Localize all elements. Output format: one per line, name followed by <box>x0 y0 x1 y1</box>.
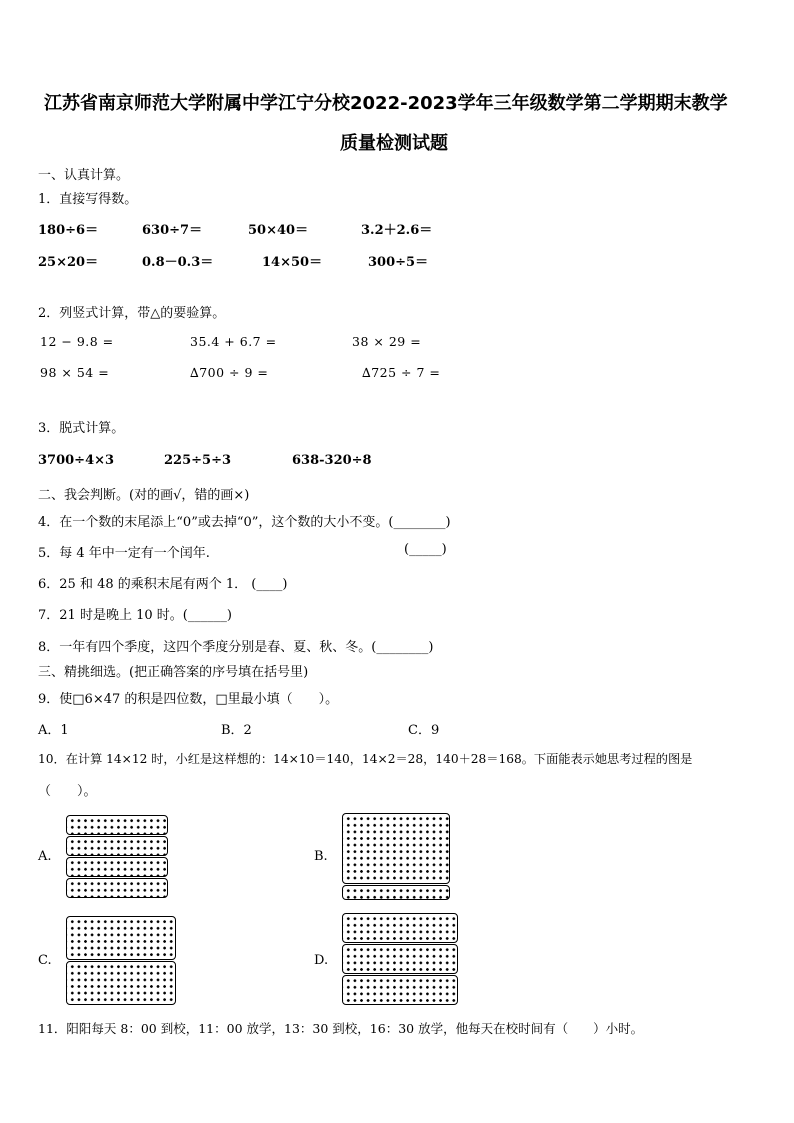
q2-calc-3: 38 × 29 = <box>352 334 422 349</box>
q1-calc-5: 25×20＝ <box>38 255 99 270</box>
q2-calc-5: ∆700 ÷ 9 = <box>190 365 269 380</box>
dot-array-block <box>66 916 176 960</box>
q1-calc-7: 14×50＝ <box>262 255 323 270</box>
q6-statement: 6．25 和 48 的乘积末尾有两个 1． (____) <box>38 577 288 592</box>
q1-calc-3: 50×40＝ <box>248 223 309 238</box>
q3-prompt: 3．脱式计算。 <box>38 421 125 436</box>
q8-statement: 8．一年有四个季度，这四个季度分别是春、夏、秋、冬。(________) <box>38 640 434 655</box>
dot-array-block <box>342 975 458 1005</box>
q9-option-a: A．1 <box>38 723 69 738</box>
dot-array-ten-rows <box>342 813 450 884</box>
q3-item-3: 638-320÷8 <box>292 453 372 468</box>
document-title-line2: 质量检测试题 <box>340 133 448 154</box>
q3-item-1: 3700÷4×3 <box>38 453 115 468</box>
q4-statement: 4．在一个数的末尾添上“0”或去掉“0”，这个数的大小不变。(________) <box>38 515 451 530</box>
dot-array-row-group <box>66 878 168 898</box>
q10-label-d: D. <box>314 953 329 968</box>
section3-heading: 三、精挑细选。(把正确答案的序号填在括号里) <box>38 665 309 680</box>
dot-array-block <box>66 961 176 1005</box>
q9-option-b: B．2 <box>221 723 252 738</box>
document-title-line1: 江苏省南京师范大学附属中学江宁分校2022-2023学年三年级数学第二学期期末教学 <box>44 93 728 114</box>
section2-heading: 二、我会判断。(对的画√，错的画×) <box>38 488 250 503</box>
dot-array-row-group <box>66 836 168 856</box>
section1-heading: 一、认真计算。 <box>38 168 130 183</box>
q1-prompt: 1．直接写得数。 <box>38 192 138 207</box>
q2-calc-1: 12 − 9.8 = <box>40 334 114 349</box>
q2-calc-4: 98 × 54 = <box>40 365 110 380</box>
q10-label-c: C. <box>38 953 52 968</box>
q10-label-a: A. <box>38 849 52 864</box>
q1-calc-4: 3.2＋2.6＝ <box>361 223 433 238</box>
dot-array-row-group <box>66 815 168 835</box>
q1-calc-1: 180÷6＝ <box>38 223 99 238</box>
q2-calc-2: 35.4 + 6.7 = <box>190 334 277 349</box>
q10-prompt-blank: （ ）。 <box>38 784 97 799</box>
dot-array-block <box>342 913 458 943</box>
q1-calc-8: 300÷5＝ <box>368 255 429 270</box>
q2-calc-6: ∆725 ÷ 7 = <box>362 365 441 380</box>
q9-prompt: 9．使□6×47 的积是四位数，□里最小填（ ）。 <box>38 692 339 707</box>
dot-array-block <box>342 944 458 974</box>
q1-calc-6: 0.8－0.3＝ <box>142 255 214 270</box>
q7-statement: 7．21 时是晚上 10 时。(______) <box>38 608 232 623</box>
dot-array-row-group <box>66 857 168 877</box>
q1-calc-2: 630÷7＝ <box>142 223 203 238</box>
q11-prompt: 11．阳阳每天 8：00 到校，11：00 放学，13：30 到校，16：30 放学，他每天在校时间有（ ）小时。 <box>38 1021 644 1036</box>
q9-option-c: C．9 <box>408 723 440 738</box>
dot-array-two-rows <box>342 885 450 900</box>
q2-prompt: 2．列竖式计算，带△的要验算。 <box>38 306 226 321</box>
q3-item-2: 225÷5÷3 <box>164 453 232 468</box>
q10-prompt: 10．在计算 14×12 时，小红是这样想的：14×10＝140，14×2＝28，140＋28＝168。下面能表示她思考过程的图是 <box>38 752 693 766</box>
q10-label-b: B. <box>314 849 328 864</box>
q5-statement: 5．每 4 年中一定有一个闰年. <box>38 546 210 561</box>
q5-answer-blank: (_____) <box>404 542 447 557</box>
